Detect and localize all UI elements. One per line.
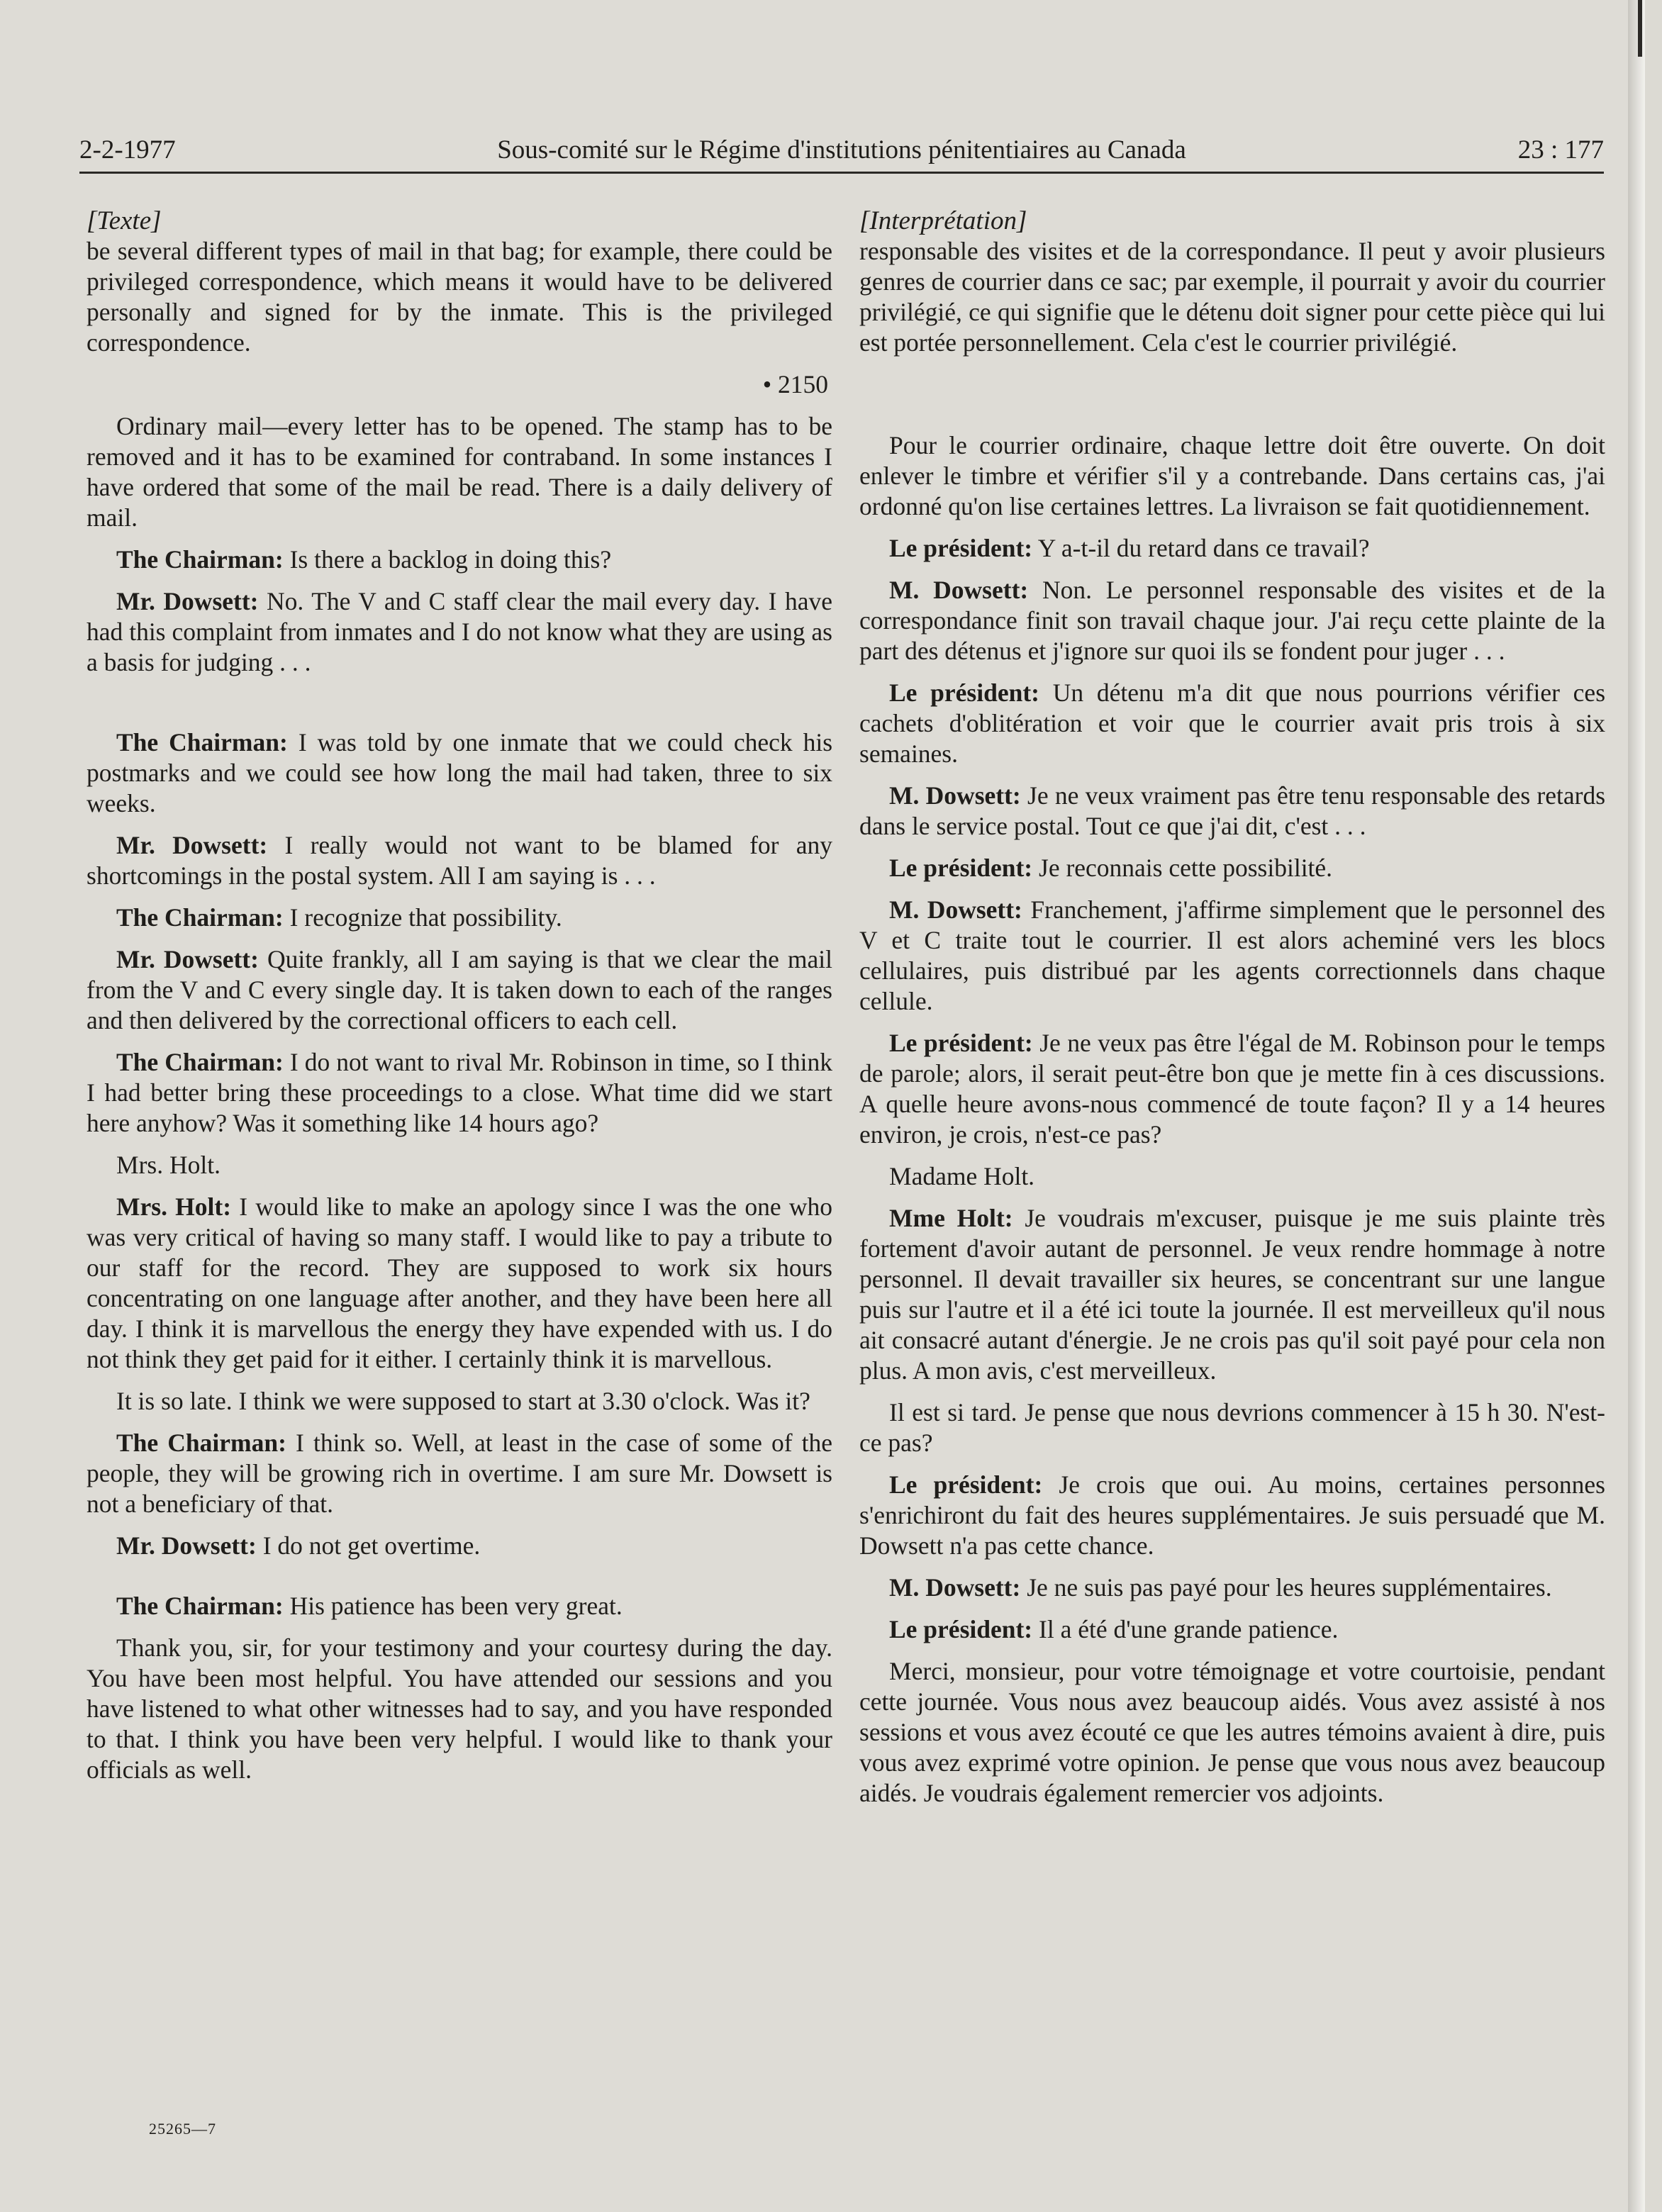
speech-text: Quite frankly, all I am saying is that we clear the mail from the V and C every single day. It is taken down to each of the ranges and then delivered by the correctional officers to each cell.: [87, 945, 832, 1034]
speech-text: Un détenu m'a dit que nous pourrions vérifier ces cachets d'oblitération et voir que le courrier avait pris trois à six semaines.: [859, 678, 1606, 768]
speaker: Le président:: [889, 1470, 1043, 1499]
time-marker: • 2150: [762, 370, 828, 398]
speech-text: Je ne veux pas être l'égal de M. Robinson pour le temps de parole; alors, il serait peut-être bon que je mette fin à ces discussions. A quelle heure avons-nous commencé de toute façon? Il y a 14 heures environ, je crois, n'est-ce pas?: [859, 1029, 1605, 1149]
paragraph: Merci, monsieur, pour votre témoignage et votre courtoisie, pendant cette journée. Vous nous avez beaucoup aidés. Vous avez assisté à nos sessions et vous avez écouté ce que les autres témoins avaient à dire, puis vous avez exprimé votre opinion. Je pense que vous nous avez beaucoup aidés. Je voudrais également remercier vos adjoints.: [859, 1657, 1605, 1807]
header-title: Sous-comité sur le Régime d'institutions pénitentiaires au Canada: [497, 135, 1186, 164]
paragraph: be several different types of mail in that bag; for example, there could be privileged correspondence, which means it would have to be delivered personally and signed for by the inmate. This is the privileged correspondence.: [87, 237, 832, 357]
paragraph: Ordinary mail—every letter has to be opened. The stamp has to be removed and it has to be examined for contraband. In some instances I have ordered that some of the mail be read. There is a daily delivery of mail.: [87, 412, 832, 532]
speaker: M. Dowsett:: [889, 781, 1021, 810]
speech-text: His patience has been very great.: [289, 1592, 623, 1620]
speech-text: I do not get overtime.: [262, 1531, 481, 1560]
speech: [859, 1470, 1605, 1561]
paragraph: Il est si tard. Je pense que nous devrions commencer à 15 h 30. N'est-ce pas?: [859, 1398, 1605, 1457]
speech-text: Je ne veux vraiment pas être tenu responsable des retards dans le service postal. Tout ce que j'ai dit, c'est . . .: [859, 781, 1606, 840]
speaker: M. Dowsett:: [889, 576, 1029, 604]
english-column: [87, 206, 832, 1785]
running-header: [79, 130, 1604, 174]
speech-text: Il a été d'une grande patience.: [1039, 1615, 1339, 1643]
speech: [859, 1573, 1605, 1603]
speech-text: Franchement, j'affirme simplement que le personnel des V et C traite tout le courrier. Il est alors acheminé vers les blocs cellulaires, puis distribué par les agents correctionnels dans chaque cellule.: [859, 895, 1605, 1015]
page-edge: [1628, 0, 1645, 2212]
speech: [859, 1614, 1605, 1645]
speech: [859, 575, 1605, 666]
speech: [87, 1591, 832, 1621]
speaker: M. Dowsett:: [889, 1573, 1021, 1602]
speaker: Mr. Dowsett:: [116, 587, 259, 615]
speech: [859, 853, 1605, 883]
speaker: Le président:: [889, 1029, 1033, 1057]
speech-text: Non. Le personnel responsable des visites et de la correspondance finit son travail chaque jour. J'ai reçu cette plainte de la part des détenus et j'ignore sur quoi ils se fondent pour juger . . .: [859, 576, 1605, 665]
speech: [87, 830, 832, 891]
speaker: Mr. Dowsett:: [116, 1531, 257, 1560]
speech-text: I was told by one inmate that we could check his postmarks and we could see how long the mail had taken, three to six weeks.: [87, 728, 833, 817]
header-page-number: 23 : 177: [1517, 135, 1604, 164]
speech: [87, 1531, 832, 1561]
paragraph: Mrs. Holt.: [116, 1151, 221, 1179]
speaker: The Chairman:: [116, 1048, 284, 1076]
speech: [87, 1047, 832, 1139]
speech-text: I really would not want to be blamed for any shortcomings in the postal system. All I am saying is . . .: [87, 831, 832, 890]
paragraph: It is so late. I think we were supposed to start at 3.30 o'clock. Was it?: [116, 1387, 810, 1415]
edge-mark: [1638, 0, 1642, 57]
speech: [87, 903, 832, 933]
speaker: The Chairman:: [116, 728, 288, 756]
paragraph: Pour le courrier ordinaire, chaque lettre doit être ouverte. On doit enlever le timbre et vérifier s'il y a contrebande. Dans certains cas, j'ai ordonné qu'on lise certaines lettres. La livraison se fait quotidiennement.: [859, 431, 1605, 520]
speech: [859, 533, 1605, 564]
speaker: Mr. Dowsett:: [116, 945, 259, 973]
speaker: Mrs. Holt:: [116, 1192, 232, 1221]
speech-text: Je reconnais cette possibilité.: [1039, 854, 1333, 882]
speech: [87, 944, 832, 1036]
paragraph: responsable des visites et de la correspondance. Il peut y avoir plusieurs genres de courrier dans ce sac; par exemple, il pourrait y avoir du courrier privilégié, ce qui signifie que le détenu doit signer pour cette pièce qui lui est portée personnellement. Cela c'est le courrier privilégié.: [859, 237, 1605, 357]
speaker: The Chairman:: [116, 1592, 284, 1620]
speech: [87, 1192, 832, 1375]
speaker: Le président:: [889, 1615, 1033, 1643]
speaker: The Chairman:: [116, 545, 284, 574]
speaker: M. Dowsett:: [889, 895, 1022, 924]
speech: [87, 544, 832, 575]
speech: [859, 895, 1605, 1017]
header-date: 2-2-1977: [79, 135, 176, 164]
speech-text: Y a-t-il du retard dans ce travail?: [1037, 534, 1370, 562]
speaker: The Chairman:: [116, 1429, 286, 1457]
footer-code: 25265—7: [149, 2120, 216, 2138]
speech: [87, 1428, 832, 1519]
speech-text: I would like to make an apology since I was the one who was very critical of having so many staff. I would like to pay a tribute to our staff for the record. They are supposed to work six hours concentrating on one language after another, and they have been here all day. I think it is marvellous the energy they have expended with us. I do not think they get paid for it either. I certainly think it is marvellous.: [87, 1192, 833, 1373]
speaker: Mr. Dowsett:: [116, 831, 268, 859]
speaker: The Chairman:: [116, 903, 284, 932]
speaker: Le président:: [889, 854, 1033, 882]
french-column: [859, 206, 1605, 1809]
interpretation-label: [Interprétation]: [859, 206, 1027, 235]
speaker: Le président:: [889, 678, 1039, 707]
speech-text: No. The V and C staff clear the mail every day. I have had this complaint from inmates and I do not know what they are using as a basis for judging . . .: [87, 587, 832, 676]
speech-text: I do not want to rival Mr. Robinson in time, so I think I had better bring these proceedings to a close. What time did we start here anyhow? Was it something like 14 hours ago?: [87, 1048, 833, 1137]
speech-text: Je voudrais m'excuser, puisque je me suis plainte très fortement d'avoir autant de personnel. Je veux rendre hommage à notre personnel. Il devait travailler six heures, se concentrant sur une langue puis sur l'autre et il a été ici toute la journée. Il est merveilleux qu'il nous ait consacré autant d'énergie. Je ne crois pas qu'il soit payé pour cela non plus. A mon avis, c'est merveilleux.: [859, 1204, 1605, 1385]
speech-text: I think so. Well, at least in the case of some of the people, they will be growing rich in overtime. I am sure Mr. Dowsett is not a beneficiary of that.: [87, 1429, 833, 1518]
paragraph: Thank you, sir, for your testimony and your courtesy during the day. You have been most helpful. You have attended our sessions and you have listened to what other witnesses had to say, and you have responded to that. I think you have been very helpful. I would like to thank your officials as well.: [87, 1633, 832, 1784]
speech: [859, 1203, 1605, 1386]
speech-text: Je ne suis pas payé pour les heures supplémentaires.: [1027, 1573, 1552, 1602]
speech-text: Is there a backlog in doing this?: [289, 545, 612, 574]
text-label: [Texte]: [87, 206, 162, 235]
speech: [859, 1028, 1605, 1150]
speech: [87, 586, 832, 678]
speech: [859, 678, 1605, 769]
speech-text: Je crois que oui. Au moins, certaines personnes s'enrichiront du fait des heures supplémentaires. Je suis persuadé que M. Dowsett n'a pas cette chance.: [859, 1470, 1605, 1560]
speech-text: I recognize that possibility.: [289, 903, 562, 932]
speech: [859, 781, 1605, 842]
speech: [87, 727, 832, 819]
speaker: Mme Holt:: [889, 1204, 1013, 1232]
paragraph: Madame Holt.: [889, 1162, 1035, 1190]
speaker: Le président:: [889, 534, 1033, 562]
